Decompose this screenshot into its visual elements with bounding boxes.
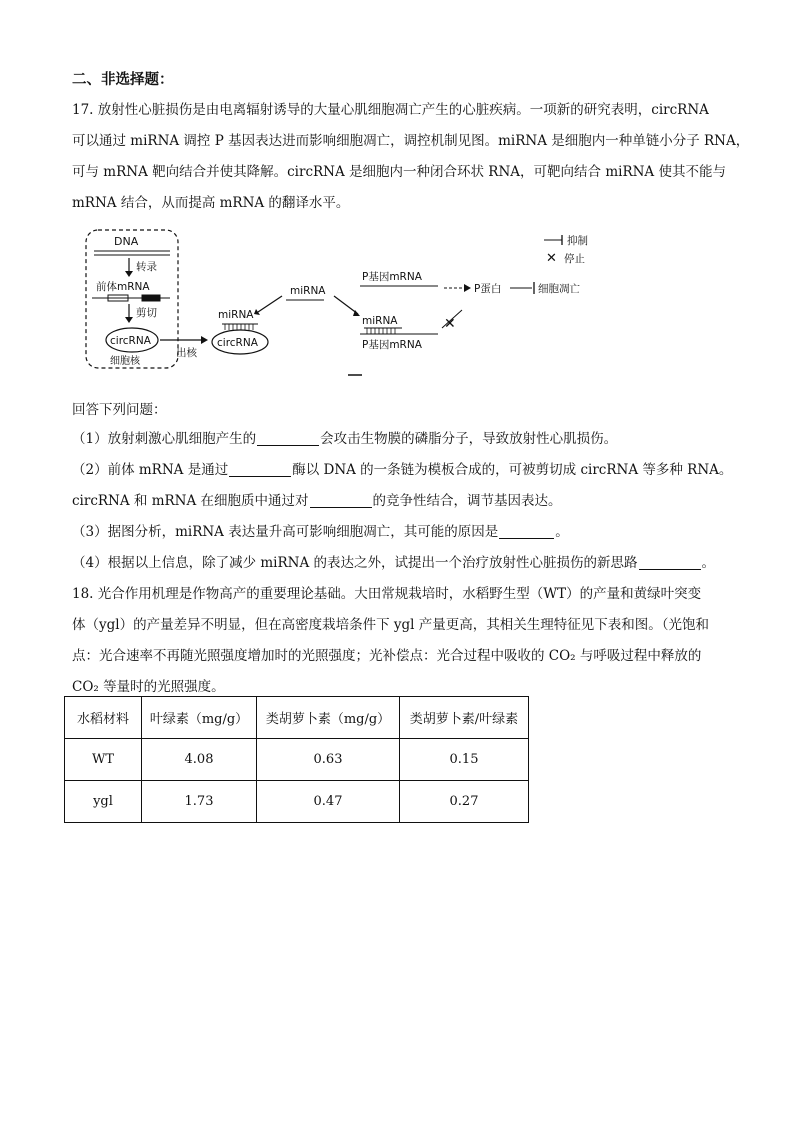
- table-row: [65, 739, 529, 781]
- answer-blank-4[interactable]: [499, 524, 554, 539]
- mirna-to-circrna-arrow: [258, 296, 282, 312]
- circrna-cytoplasm-label: circRNA: [217, 337, 258, 349]
- bound-mirna-label: miRNA: [218, 309, 254, 321]
- export-arrowhead: [201, 336, 208, 344]
- q18-line-2: 体（ygl）的产量差异不明显，但在高密度栽培条件下 ygl 产量更高，其相关生理特征见下表和图。（光饱和: [72, 617, 710, 633]
- pre-mrna-label: 前体mRNA: [96, 281, 150, 293]
- bound-mirna-pairs: [225, 324, 253, 330]
- header-chlorophyll: 叶绿素（mg/g）: [142, 697, 257, 739]
- p-mrna-top-label: P基因mRNA: [362, 271, 422, 283]
- pigment-table: [64, 696, 529, 823]
- q18-line-1: 18. 光合作用机理是作物高产的重要理论基础。大田常规栽培时，水稻野生型（WT）的产量和黄绿叶突变: [72, 586, 702, 602]
- legend-stop-label: 停止: [564, 253, 585, 265]
- pre-mrna-exon-2: [142, 295, 160, 301]
- apoptosis-label: 细胞凋亡: [538, 283, 580, 295]
- q17-sub2-text-a: （2）前体 mRNA 是通过: [72, 462, 229, 478]
- q17-line-2: 可以通过 miRNA 调控 P 基因表达进而影响细胞凋亡，调控机制见图。miRNA 是细胞内一种单链小分子 RNA，: [72, 133, 750, 149]
- answer-blank-5[interactable]: [639, 555, 701, 570]
- cell-chlorophyll: 4.08: [142, 739, 257, 781]
- q18-line-3: 点：光合速率不再随光照强度增加时的光照强度；光补偿点：光合过程中吸收的 CO₂ 与呼吸过程中释放的: [72, 648, 702, 664]
- free-mirna-label: miRNA: [290, 285, 326, 297]
- legend-stop-mark: ✕: [546, 251, 557, 266]
- transcription-label: 转录: [136, 261, 157, 273]
- q17-sub2-text-d: 的竞争性结合，调节基因表达。: [372, 493, 562, 509]
- q17-sub3-text-b: 。: [555, 524, 569, 540]
- lower-mirna-label: miRNA: [362, 315, 398, 327]
- nucleus-label: 细胞核: [110, 356, 140, 367]
- header-carotenoid: 类胡萝卜素（mg/g）: [257, 697, 400, 739]
- q17-sub3: [72, 520, 569, 540]
- cell-carotenoid: 0.63: [257, 739, 400, 781]
- q18-line-4: CO₂ 等量时的光照强度。: [72, 679, 225, 695]
- q17-sub1-text-b: 会攻击生物膜的磷脂分子，导致放射性心肌损伤。: [320, 431, 618, 447]
- q17-line-3: 可与 mRNA 靶向结合并使其降解。circRNA 是细胞内一种闭合环状 RNA，可靶向结合 miRNA 使其不能与: [72, 164, 726, 180]
- answer-blank-3[interactable]: [310, 493, 372, 508]
- regulation-diagram: [72, 224, 632, 380]
- lower-mirna-pairs: [367, 328, 395, 334]
- p-protein-label: P蛋白: [474, 283, 502, 295]
- table-row: [65, 781, 529, 823]
- section-title: 二、非选择题：: [72, 71, 174, 88]
- dna-label: DNA: [114, 235, 139, 248]
- q17-sub2-cont: [72, 489, 562, 509]
- p-mrna-bottom-label: P基因mRNA: [362, 339, 422, 351]
- header-material: 水稻材料: [65, 697, 142, 739]
- cell-ratio: 0.27: [400, 781, 529, 823]
- cut-arrowhead: [125, 317, 133, 323]
- mirna-to-circrna-arrowhead: [254, 309, 260, 315]
- q17-sub2: [72, 458, 732, 478]
- stop-mark: ✕: [444, 316, 456, 332]
- export-label: 出核: [176, 347, 197, 359]
- legend-inhibit-label: 抑制: [567, 235, 588, 247]
- q17-line-4: mRNA 结合，从而提高 mRNA 的翻译水平。: [72, 195, 350, 211]
- cell-carotenoid: 0.47: [257, 781, 400, 823]
- cut-label: 剪切: [136, 307, 157, 319]
- q17-sub4-text-b: 。: [701, 555, 716, 571]
- q17-sub2-text-b: 酶以 DNA 的一条链为模板合成的，可被剪切成 circRNA 等多种 RNA。: [292, 462, 733, 478]
- cell-material: WT: [65, 739, 142, 781]
- q17-sub2-text-c: circRNA 和 mRNA 在细胞质中通过对: [72, 493, 309, 509]
- header-ratio: 类胡萝卜素/叶绿素: [400, 697, 529, 739]
- q17-sub1-text-a: （1）放射刺激心肌细胞产生的: [72, 431, 257, 447]
- q17-sub1: [72, 427, 617, 447]
- circrna-nucleus-label: circRNA: [110, 335, 151, 347]
- q17-sub4-text-a: （4）根据以上信息，除了减少 miRNA 的表达之外，试提出一个治疗放射性心脏损伤的新思路: [72, 555, 638, 571]
- cell-ratio: 0.15: [400, 739, 529, 781]
- q17-sub4: [72, 551, 715, 571]
- q17-prompt: 回答下列问题：: [72, 402, 167, 418]
- table-header-row: [65, 697, 529, 739]
- translation-arrowhead: [464, 284, 471, 292]
- q17-sub3-text-a: （3）据图分析，miRNA 表达量升高可影响细胞凋亡，其可能的原因是: [72, 524, 499, 540]
- q17-line-1: 17. 放射性心脏损伤是由电离辐射诱导的大量心肌细胞凋亡产生的心脏疾病。一项新的研究表明，circRNA: [72, 102, 709, 118]
- cell-material: ygl: [65, 781, 142, 823]
- transcription-arrowhead: [125, 271, 133, 277]
- mirna-to-mrna-arrow: [334, 296, 358, 314]
- cell-chlorophyll: 1.73: [142, 781, 257, 823]
- answer-blank-2[interactable]: [229, 462, 291, 477]
- answer-blank-1[interactable]: [257, 431, 319, 446]
